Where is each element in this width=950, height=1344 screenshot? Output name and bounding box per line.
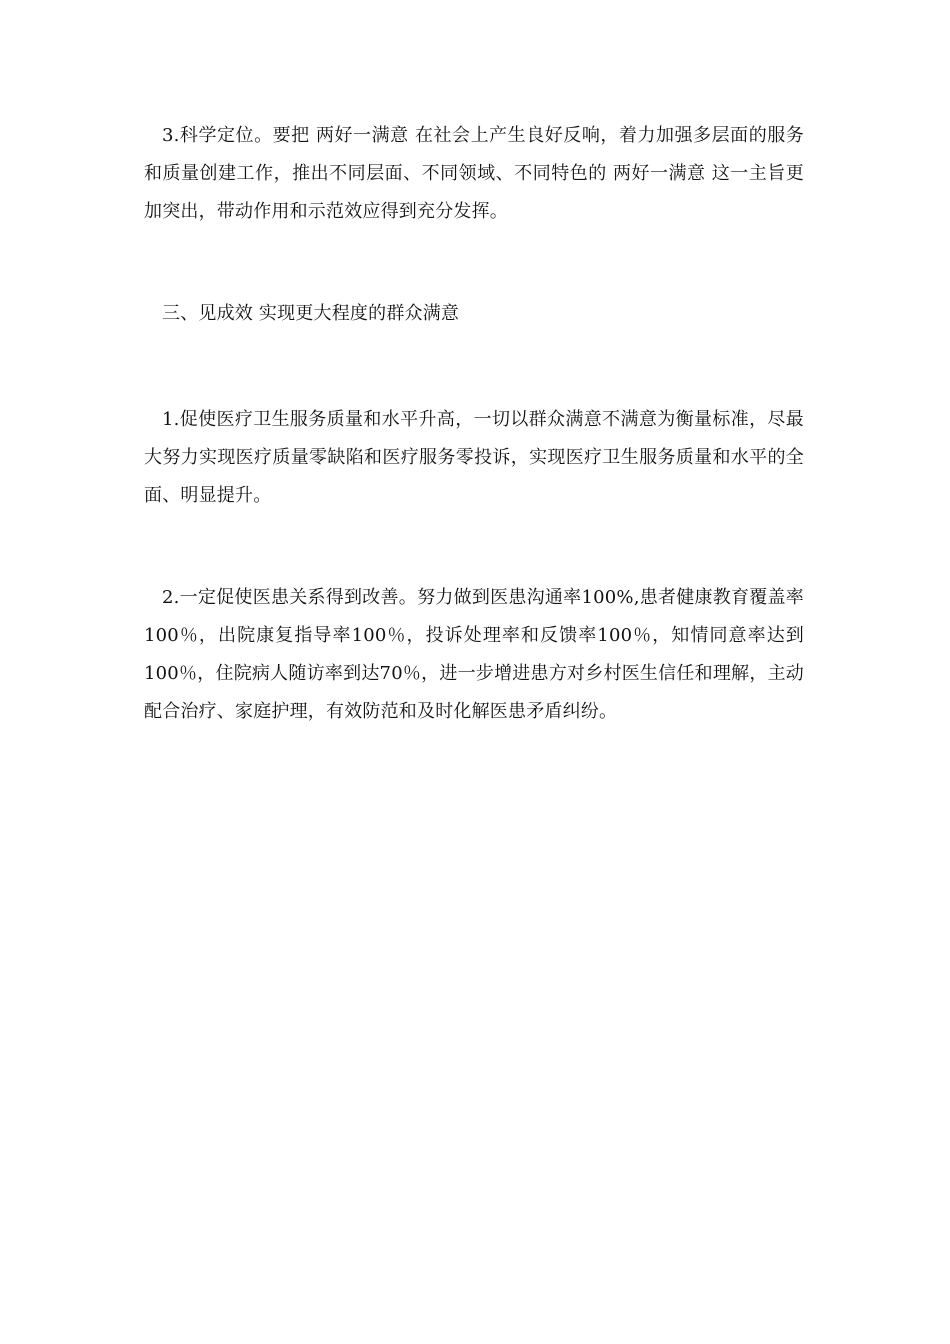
paragraph-scientific-positioning: 3.科学定位。要把 两好一满意 在社会上产生良好反响，着力加强多层面的服务和质量创建工作，推出不同层面、不同领域、不同特色的 两好一满意 这一主旨更加突出，带动作用和示范效应得到充分发挥。 — [144, 125, 804, 222]
section-heading-three: 三、见成效 实现更大程度的群众满意 — [162, 303, 460, 324]
paragraph-item-1: 1.促使医疗卫生服务质量和水平升高，一切以群众满意不满意为衡量标准，尽最大努力实现医疗质量零缺陷和医疗服务零投诉，实现医疗卫生服务质量和水平的全面、明显提升。 — [144, 409, 804, 506]
paragraph-item-2: 2.一定促使医患关系得到改善。努力做到医患沟通率100%,患者健康教育覆盖率100％，出院康复指导率100％，投诉处理率和反馈率100％，知情同意率达到100％，住院病人随访率到达70％，进一步增进患方对乡村医生信任和理解，主动配合治疗、家庭护理，有效防范和及时化解医患矛盾纠纷。 — [144, 587, 804, 722]
